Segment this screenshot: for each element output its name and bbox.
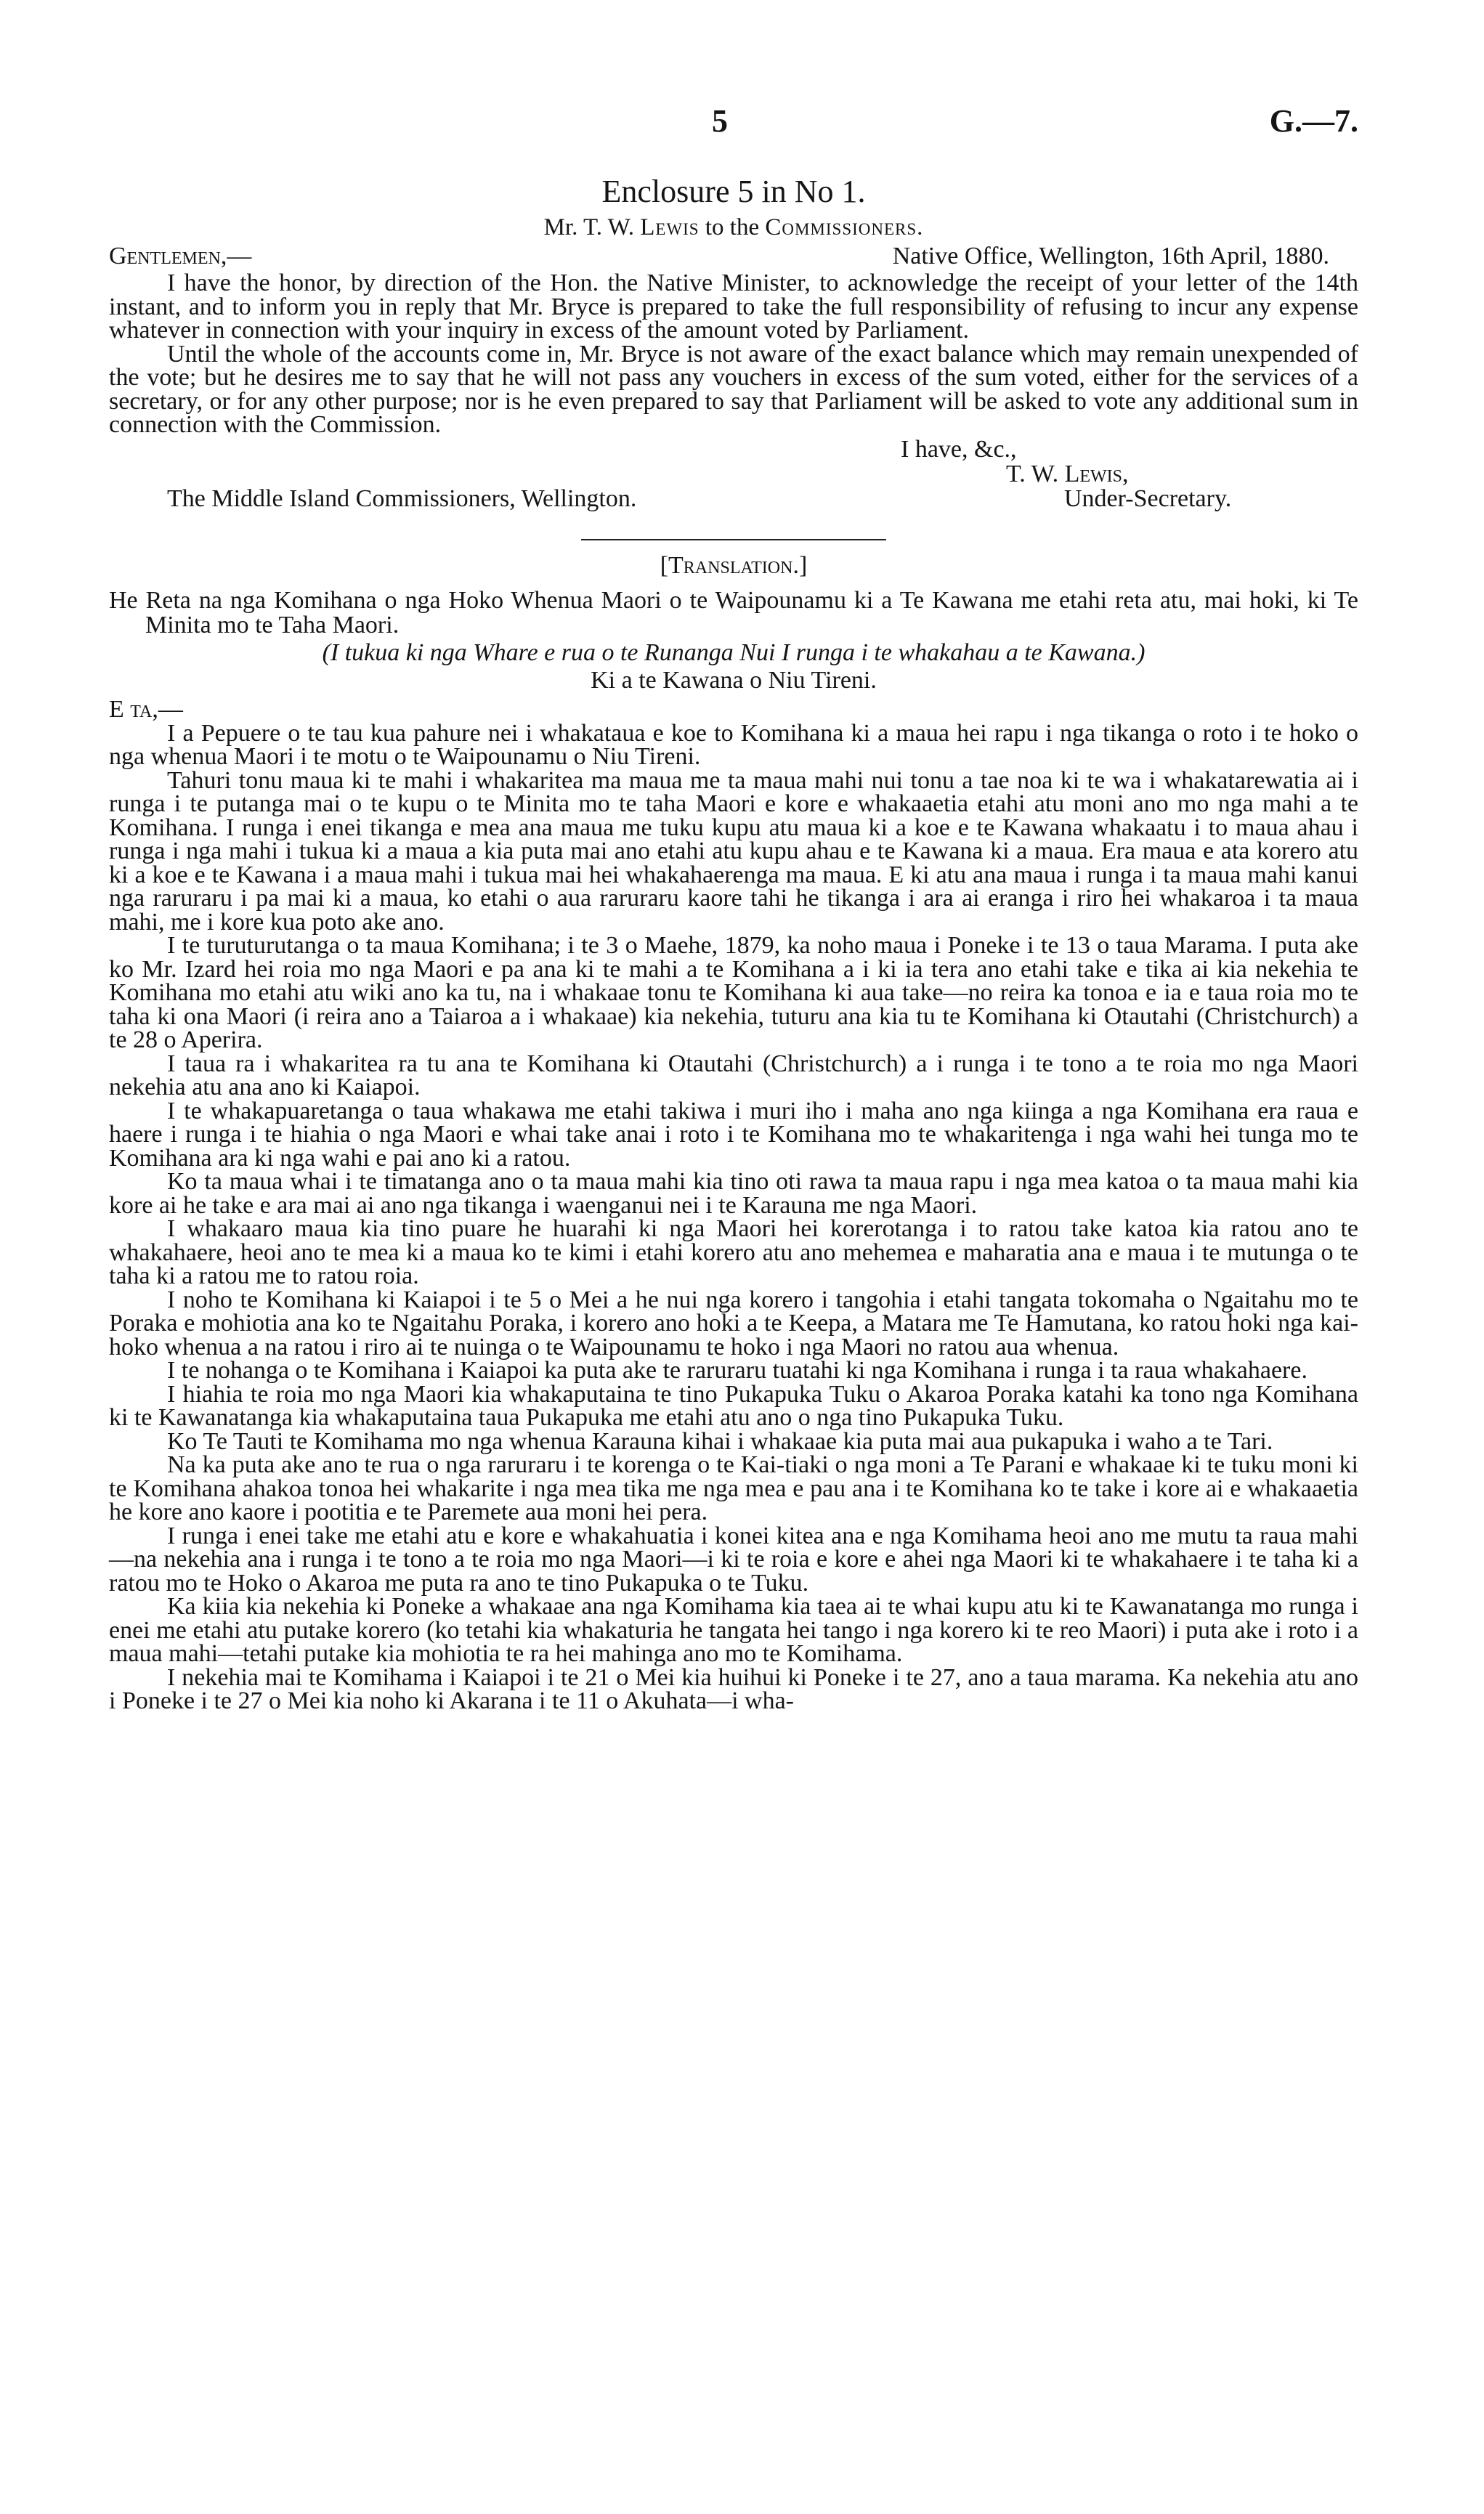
heading-to-word: to the <box>705 214 760 240</box>
translation-paragraph: I a Pepuere o te tau kua pahure nei i whakataua e koe to Komihana ki a maua hei rapu i nga tikanga o roto i te hoko o nga whenua Maori i te motu o te Waipounamu o Niu Tireni. <box>109 719 1358 770</box>
translation-paragraph: I noho te Komihana ki Kaiapoi i te 5 o Mei a he nui nga korero i tangohia i etahi tangata tokomaha o Ngaitahu mo te Poraka e mohiotia ana ko te Ngaitahu Poraka, i korero ano hoki a te Keepa, a Matara me Te Hamutana, ko ratou hoki nga kai-hoko whenua a na ratou i riro ai te nuinga o te Waipounamu te hoko i nga Maori no ratou aua whenua. <box>109 1286 1358 1361</box>
letter-body <box>109 269 1358 438</box>
translation-heading: He Reta na nga Komihana o nga Hoko Whenua Maori o te Waipounamu ki a Te Kawana me etahi reta atu, mai hoki, ki Te Minita mo te Taha Maori. <box>109 586 1358 638</box>
translation-paragraph: Ko Te Tauti te Komihama mo nga whenua Karauna kihai i whakaae kia puta mai aua pukapuka i waho a te Tari. <box>167 1427 1273 1455</box>
translation-paragraph: Na ka puta ake ano te rua o nga raruraru i te korenga o te Kai-tiaki o nga moni a Te Parani e whakaae ki te tuku moni ki te Komihana ahakoa tonoa hei whakarite i nga mea tika me nga mea e pau ana i te Komihana ko te take i kore ai e whakaaetia he kore ano kaore i pootitia e te Paremete aua moni hei pera. <box>109 1451 1358 1525</box>
enclosure-title: Enclosure 5 in No 1. <box>601 174 866 209</box>
translation-paragraph: I hiahia te roia mo nga Maori kia whakaputaina te tino Pukapuka Tuku o Akaroa Poraka katahi ka tono nga Komihana ki te Kawanatanga kia whakaputaina taua Pukapuka me etahi atu ano o nga tino Pukapuka Tuku. <box>109 1380 1358 1431</box>
letter-date: Native Office, Wellington, 16th April, 1880. <box>892 243 1329 269</box>
heading-from-prefix: Mr. T. W. <box>543 214 634 240</box>
dateline <box>109 244 1358 272</box>
translation-salutation: E ta,— <box>109 695 183 723</box>
signature-block <box>109 437 1358 510</box>
salutation: Gentlemen,— <box>109 243 252 269</box>
translation-paragraph: Ka kiia kia nekehia ki Poneke a whakaae ana nga Komihama kia taea ai te whai kupu atu ki te Kawanatanga mo runga i enei me etahi atu putake korero (ko tetahi kia whakaturia he tangata hei tango i nga korero ki te reo Maori) i puta ake i roto i a maua mahi—tetahi putake kia mohiotia te ra hei mahinga ano mo te Komihama. <box>109 1593 1358 1667</box>
translation-label: [Translation.] <box>660 551 808 579</box>
heading-to-name: Commissioners. <box>765 214 924 240</box>
translation-paragraph: I nekehia mai te Komihama i Kaiapoi i te 21 o Mei kia huihui ki Poneke i te 27, ano a taua marama. Ka nekehia atu ano i Poneke i te 27 o Mei kia noho ki Akarana i te 11 o Akuhata—i wha- <box>109 1663 1358 1714</box>
addressee: The Middle Island Commissioners, Wellington. <box>167 484 637 512</box>
translation-body <box>109 719 1358 1714</box>
document-reference: G.—7. <box>1269 103 1358 139</box>
letter-paragraph: Until the whole of the accounts come in, Mr. Bryce is not aware of the exact balance which may remain unexpended of the vote; but he desires me to say that he will not pass any vouchers in excess of the sum voted, either for the services of a secretary, or for any other purpose; nor is he even prepared to say that Parliament will be asked to vote any additional sum in connection with the Commission. <box>109 340 1358 438</box>
signature-title: Under-Secretary. <box>1064 484 1232 512</box>
page-number: 5 <box>712 103 728 139</box>
translation-paragraph: Ko ta maua whai i te timatanga ano o ta maua mahi kia tino oti rawa ta maua rapu i nga mea katoa o ta maua mahi kia kore ai he take e ara mai ai ano nga tikanga i waenganui nei i te Karauna me nga Maori. <box>109 1168 1358 1219</box>
signature-name: T. W. Lewis, <box>1006 460 1129 487</box>
translation-paragraph: I te turuturutanga o ta maua Komihana; i te 3 o Maehe, 1879, ka noho maua i Poneke i te 13 o taua Marama. I puta ake ko Mr. Izard hei roia mo nga Maori e pa ana ki te mahi a te Komihana a i ki ia tera ano etahi take e tika ai kia nekehia te Komihana mo etahi atu wiki ano ka tu, na i whakaae tonu te Komihana ki aua take—no reira ka tonoa e ia e taua roia mo te taha ki ona Maori (i reira ano a Taiaroa a i whakaae) kia nekehia, tuturu ana kia tu te Komihana ki Otautahi (Christchurch) a te 28 o Aperira. <box>109 932 1358 1053</box>
signature-close: I have, &c., <box>901 435 1017 463</box>
document-page <box>109 103 1358 1714</box>
translation-to-line: Ki a te Kawana o Niu Tireni. <box>591 666 877 694</box>
section-divider <box>581 539 886 540</box>
translation-paragraph: I te whakapuaretanga o taua whakawa me etahi takiwa i muri iho i maha ano nga kiinga a nga Komihana era raua e haere i runga i te hiahia o nga Maori e whai take anai i roto i te Komihana mo te whakaritenga i nga wahi hei tunga mo te Komihana ara ki nga wahi e pai ano ki a ratou. <box>109 1097 1358 1172</box>
translation-paragraph: I whakaaro maua kia tino puare he huarahi ki nga Maori hei korerotanga i to ratou take katoa kia ratou ano te whakahaere, heoi ano te mea ki a maua ko te kimi i etahi korero atu ano mehemea e maharatia ana e maua i te mutunga o te taha ki a ratou me to ratou roia. <box>109 1215 1358 1289</box>
letter-paragraph: I have the honor, by direction of the Hon. the Native Minister, to acknowledge the receipt of your letter of the 14th instant, and to inform you in reply that Mr. Bryce is prepared to take the full responsibility of refusing to incur any expense whatever in connection with your inquiry in excess of the amount voted by Parliament. <box>109 269 1358 344</box>
letter-heading <box>109 215 1358 240</box>
translation-paragraph: I runga i enei take me etahi atu e kore e whakahuatia i konei kitea ana e nga Komihama heoi ano me mutu ta raua mahi—na nekehia ana i runga i te tono a te roia mo nga Maori—i ki te roia e kore e ahei nga Maori ki te whakahaere i te taha ki a ratou mo te Hoko o Akaroa me puta ra ano te tino Pukapuka o te Tuku. <box>109 1522 1358 1597</box>
translation-paragraph: I taua ra i whakaritea ra tu ana te Komihana ki Otautahi (Christchurch) a i runga i te tono a te roia mo nga Maori nekehia atu ana ano ki Kaiapoi. <box>109 1050 1358 1100</box>
translation-paragraph: I te nohanga o te Komihana i Kaiapoi ka puta ake te raruraru tuatahi ki nga Komihana i runga i ta raua whakahaere. <box>167 1357 1307 1384</box>
heading-from-name: Lewis <box>640 214 700 240</box>
translation-note: (I tukua ki nga Whare e rua o te Runanga Nui I runga i te whakahau a te Kawana.) <box>322 638 1146 666</box>
page-header <box>109 103 1358 160</box>
translation-paragraph: Tahuri tonu maua ki te mahi i whakaritea ma maua me ta maua mahi nui tonu a tae noa ki te wa i whakatarewatia ai i runga i te putanga mai o te kupu o te Minita mo te taha Maori e kore e whakaaetia etahi atu moni ano mo nga mahi a te Komihana. I runga i enei tikanga e mea ana maua me tuku kupu atu maua ki a koe e te Kawana whakaatu i to maua ahau i runga i nga mahi i tukua ki a maua a kia puta mai ano etahi atu kupu ahau e te Kawana ki a maua. Era maua e ata korero atu ki a koe e te Kawana i a maua mahi i tukua mai hei whakahaerenga ma maua. E ki atu ana maua i runga i ta maua mahi kanui nga raruraru i pa mai ki a maua, ko etahi o aua raruraru kaore tahi he tikanga i ara ai eranga i riro hei whakaroa i ta maua mahi, me i kore kua poto ake ano. <box>109 766 1358 936</box>
